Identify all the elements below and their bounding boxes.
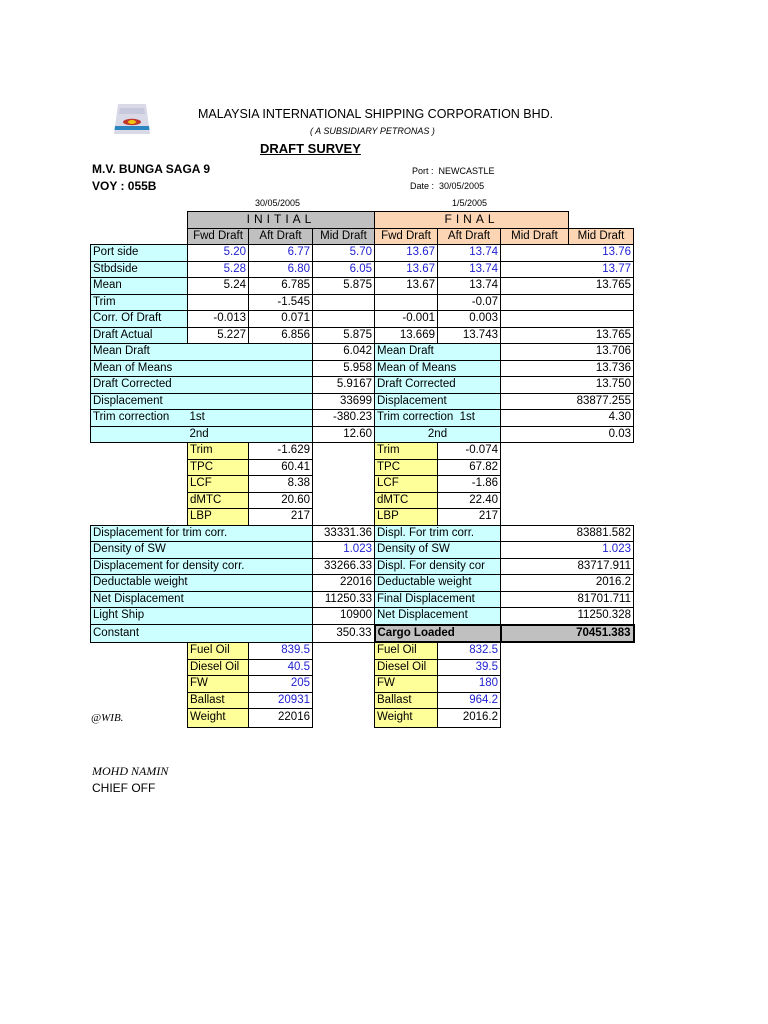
row-label: 2nd [375, 426, 501, 443]
cell: 6.856 [249, 327, 313, 344]
cell: 1.023 [313, 542, 375, 559]
row-label: Displacement [91, 393, 313, 410]
document-title: DRAFT SURVEY [260, 141, 361, 156]
cell: 0.003 [438, 311, 501, 328]
row-label: LCF [375, 476, 438, 493]
cell: 0.03 [501, 426, 634, 443]
company-name: MALAYSIA INTERNATIONAL SHIPPING CORPORATION BHD. [198, 107, 554, 121]
cell: 13.76 [501, 245, 634, 262]
cell: 13.736 [501, 360, 634, 377]
row-label: Trim correction [91, 410, 188, 427]
table-row [91, 709, 634, 728]
row-label: LBP [188, 509, 249, 526]
row-label: TPC [375, 459, 438, 476]
subsidiary-text: ( A SUBSIDIARY PETRONAS ) [310, 126, 435, 136]
table-row [91, 410, 634, 427]
table-row [91, 542, 634, 559]
cell: 13.765 [501, 327, 634, 344]
table-row [91, 591, 634, 608]
cell: 6.05 [313, 261, 375, 278]
row-label: Diesel Oil [188, 659, 249, 676]
row-label: Light Ship [91, 608, 313, 625]
cell [313, 311, 375, 328]
cell: 13.750 [501, 377, 634, 394]
row-label: Trim [91, 294, 188, 311]
table-row [91, 459, 634, 476]
cargo-loaded-label: Cargo Loaded [375, 625, 501, 643]
cell: 217 [249, 509, 313, 526]
row-label: LBP [375, 509, 438, 526]
table-row [91, 558, 634, 575]
cell: 83717.911 [501, 558, 634, 575]
row-label: Draft Corrected [91, 377, 313, 394]
cell: 13.67 [375, 245, 438, 262]
table-row [91, 344, 634, 361]
table-row [91, 509, 634, 526]
cell: 20931 [249, 692, 313, 709]
cell: 13.67 [375, 278, 438, 295]
row-label: Displacement for trim corr. [91, 525, 313, 542]
cell: 12.60 [313, 426, 375, 443]
cell: 6.042 [313, 344, 375, 361]
cell: 83881.582 [501, 525, 634, 542]
row-label: Trim [188, 443, 249, 460]
cell: 13.706 [501, 344, 634, 361]
cell: -1.545 [249, 294, 313, 311]
cell: 205 [249, 676, 313, 693]
row-label: Weight [375, 709, 438, 728]
table-row [91, 245, 634, 262]
final-date: 1/5/2005 [452, 198, 488, 208]
row-label: dMTC [375, 492, 438, 509]
row-label: Net Displacement [375, 608, 501, 625]
row-label: Fuel Oil [188, 642, 249, 659]
table-row [91, 492, 634, 509]
row-label: Mean Draft [375, 344, 501, 361]
table-row [91, 377, 634, 394]
cell: -0.001 [375, 311, 438, 328]
cell: 33699 [313, 393, 375, 410]
table-row [91, 692, 634, 709]
cell: 11250.33 [313, 591, 375, 608]
cell: -1.86 [438, 476, 501, 493]
cell: -1.629 [249, 443, 313, 460]
cell: 10900 [313, 608, 375, 625]
cell: 13.74 [438, 261, 501, 278]
cell [313, 294, 375, 311]
cell: 5.20 [188, 245, 249, 262]
cell: 217 [438, 509, 501, 526]
row-label: Displ. For density cor [375, 558, 501, 575]
table-row [91, 476, 634, 493]
port-value: NEWCASTLE [438, 166, 495, 176]
table-row [91, 311, 634, 328]
row-label: Draft Actual [91, 327, 188, 344]
cell [375, 294, 438, 311]
cell: -0.07 [438, 294, 501, 311]
cell: 4.30 [501, 410, 634, 427]
row-label: Mean Draft [91, 344, 313, 361]
table-row [91, 659, 634, 676]
cell [188, 294, 249, 311]
row-label: 1st [188, 410, 313, 427]
row-label: Net Displacement [91, 591, 313, 608]
cell: 39.5 [438, 659, 501, 676]
row-label: Diesel Oil [375, 659, 438, 676]
signatory-name: MOHD NAMIN [92, 764, 169, 778]
cell: 13.77 [501, 261, 634, 278]
cell: 839.5 [249, 642, 313, 659]
row-label: Displacement [375, 393, 501, 410]
row-label: 2nd [188, 426, 313, 443]
cell: 6.785 [249, 278, 313, 295]
row-label: Ballast [188, 692, 249, 709]
vessel-name: M.V. BUNGA SAGA 9 [92, 162, 211, 176]
cell: 13.765 [501, 278, 634, 295]
signatory-position: CHIEF OFF [92, 781, 156, 795]
row-label: Displacement for density corr. [91, 558, 313, 575]
row-label: Port side [91, 245, 188, 262]
cell: 1.023 [501, 542, 634, 559]
cell: 0.071 [249, 311, 313, 328]
cell: 2016.2 [501, 575, 634, 592]
cell: -380.23 [313, 410, 375, 427]
cell: 83877.255 [501, 393, 634, 410]
table-row [91, 525, 634, 542]
row-label: Fuel Oil [375, 642, 438, 659]
row-label: Deductable weight [375, 575, 501, 592]
voyage-number: VOY : 055B [92, 179, 157, 193]
col-fwd-initial: Fwd Draft [188, 228, 249, 245]
cell [501, 311, 634, 328]
row-label: LCF [188, 476, 249, 493]
row-label: Final Displacement [375, 591, 501, 608]
cell: 60.41 [249, 459, 313, 476]
table-row [91, 625, 634, 643]
col-mid-final: Mid Draft [501, 228, 569, 245]
date-value: 30/05/2005 [439, 181, 485, 191]
cell: 13.669 [375, 327, 438, 344]
row-label: Corr. Of Draft [91, 311, 188, 328]
row-label: Mean of Means [375, 360, 501, 377]
col-mid-initial: Mid Draft [313, 228, 375, 245]
col-aft-initial: Aft Draft [249, 228, 313, 245]
cell: 5.70 [313, 245, 375, 262]
cell: 22.40 [438, 492, 501, 509]
table-row [91, 676, 634, 693]
table-row [91, 426, 634, 443]
row-label: FW [375, 676, 438, 693]
cargo-loaded-value: 70451.383 [501, 625, 634, 643]
cell: 5.958 [313, 360, 375, 377]
cell: 13.74 [438, 245, 501, 262]
row-label: Trim [375, 443, 438, 460]
row-label: FW [188, 676, 249, 693]
row-label: Stbdside [91, 261, 188, 278]
cell: 13.74 [438, 278, 501, 295]
row-label: Density of SW [91, 542, 313, 559]
cell: 5.24 [188, 278, 249, 295]
col-aft-final: Aft Draft [438, 228, 501, 245]
row-label: Trim correction 1st [375, 410, 501, 427]
table-row [91, 261, 634, 278]
cell: 67.82 [438, 459, 501, 476]
cell: 5.875 [313, 327, 375, 344]
row-label: Density of SW [375, 542, 501, 559]
row-label: Mean [91, 278, 188, 295]
row-label: Deductable weight [91, 575, 313, 592]
row-label: TPC [188, 459, 249, 476]
row-label [91, 426, 188, 443]
col-mid-final-2: Mid Draft [569, 228, 634, 245]
initial-band: INITIAL [188, 212, 375, 229]
final-band: FINAL [375, 212, 569, 229]
cell: 11250.328 [501, 608, 634, 625]
cell: 33266.33 [313, 558, 375, 575]
cell: 40.5 [249, 659, 313, 676]
date-info: Date : 30/05/2005 [410, 181, 485, 191]
cell: 81701.711 [501, 591, 634, 608]
draft-survey-table [90, 211, 635, 728]
row-label: dMTC [188, 492, 249, 509]
cell: -0.013 [188, 311, 249, 328]
row-label: Constant [91, 625, 313, 643]
col-fwd-final: Fwd Draft [375, 228, 438, 245]
cell: 8.38 [249, 476, 313, 493]
row-label: Ballast [375, 692, 438, 709]
cell: 350.33 [313, 625, 375, 643]
cell: 13.67 [375, 261, 438, 278]
row-label: Draft Corrected [375, 377, 501, 394]
row-label: Displ. For trim corr. [375, 525, 501, 542]
cell: 5.227 [188, 327, 249, 344]
cell [501, 294, 634, 311]
cell: -0.074 [438, 443, 501, 460]
cell: 964.2 [438, 692, 501, 709]
table-row [91, 608, 634, 625]
cell: 6.80 [249, 261, 313, 278]
table-row [91, 575, 634, 592]
cell: 832.5 [438, 642, 501, 659]
row-label: Mean of Means [91, 360, 313, 377]
table-row [91, 360, 634, 377]
table-row [91, 294, 634, 311]
table-row [91, 642, 634, 659]
cell: 13.743 [438, 327, 501, 344]
table-row [91, 443, 634, 460]
initial-date: 30/05/2005 [255, 198, 301, 208]
cell: 5.28 [188, 261, 249, 278]
cell: 20.60 [249, 492, 313, 509]
table-row [91, 278, 634, 295]
cell: 5.875 [313, 278, 375, 295]
cell: 5.9167 [313, 377, 375, 394]
row-label: Weight [188, 709, 249, 728]
cell: 22016 [249, 709, 313, 728]
signature-mark: @WIB. [91, 712, 124, 724]
misc-logo-icon [112, 102, 152, 136]
cell: 6.77 [249, 245, 313, 262]
cell: 33331.36 [313, 525, 375, 542]
port-info: Port : NEWCASTLE [412, 166, 495, 176]
cell: 22016 [313, 575, 375, 592]
table-row [91, 393, 634, 410]
cell: 2016.2 [438, 709, 501, 728]
table-row [91, 327, 634, 344]
cell: 180 [438, 676, 501, 693]
